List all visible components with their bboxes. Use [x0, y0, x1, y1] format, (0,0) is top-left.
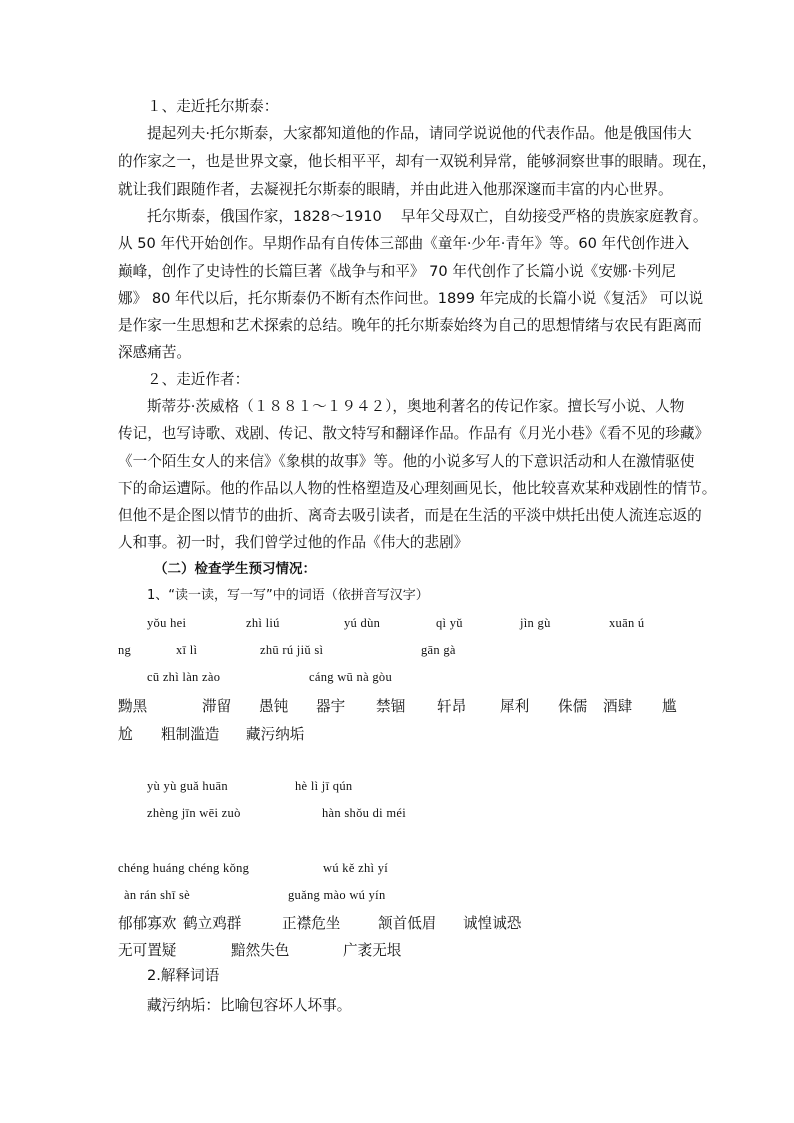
- vocab-word: 侏儒: [558, 698, 588, 715]
- pinyin-item: hè lì jī qún: [295, 779, 353, 793]
- vocab-word: 滞留: [202, 698, 232, 715]
- pinyin-item: àn rán shī sè: [124, 888, 191, 902]
- paragraph-line: 就让我们跟随作者，去凝视托尔斯泰的眼睛，并由此进入他那深邃而丰富的内心世界。: [118, 181, 673, 198]
- paragraph-line: 提起列夫·托尔斯泰，大家都知道他的作品，请同学说说他的代表作品。他是俄国伟大: [147, 125, 692, 142]
- paragraph-line: 斯蒂芬·茨威格（１８８１～１９４２），奥地利著名的传记作家。擅长写小说、人物: [147, 398, 685, 415]
- vocab-word: 禁锢: [376, 698, 406, 715]
- paragraph-line: 托尔斯泰，俄国作家，1828～1910 早年父母双亡，自幼接受严格的贵族家庭教育。: [147, 208, 708, 225]
- paragraph-line: 的作家之一，也是世界文豪，他长相平平，却有一双锐利异常，能够洞察世事的眼睛。现在，: [118, 153, 717, 170]
- paragraph-line: 深感痛苦。: [118, 344, 191, 361]
- section-heading-tolstoy: １、走近托尔斯泰：: [147, 98, 279, 115]
- pinyin-item: hàn shǒu di méi: [322, 806, 407, 820]
- vocab-word: 尴: [662, 698, 677, 715]
- paragraph-line: 娜》 80 年代以后，托尔斯泰仍不断有杰作问世。1899 年完成的长篇小说《复活》 可以说: [118, 290, 704, 307]
- vocab-word: 无可置疑: [118, 942, 177, 959]
- vocab-word: 鹤立鸡群: [183, 915, 242, 932]
- paragraph-line: 从 50 年代开始创作。早期作品有自传体三部曲《童年·少年·青年》等。60 年代创作进入: [118, 235, 690, 252]
- pinyin-item: zhèng jīn wēi zuò: [147, 806, 241, 820]
- paragraph-line: 人和事。初一时，我们曾学过他的作品《伟大的悲剧》: [118, 534, 469, 551]
- subheading-vocabulary: 1、“读一读，写一写”中的词语（依拼音写汉字）: [147, 588, 429, 603]
- vocab-word: 犀利: [500, 698, 530, 715]
- vocab-word: 尬: [118, 726, 133, 743]
- vocab-word: 郁郁寡欢: [118, 915, 177, 932]
- vocab-word: 颔首低眉: [378, 915, 437, 932]
- section-heading-author: ２、走近作者：: [147, 371, 250, 388]
- paragraph-line: 《一个陌生女人的来信》《象棋的故事》等。他的小说多写人的下意识活动和人在激情驱使: [118, 453, 695, 470]
- pinyin-item: jìn gù: [520, 616, 551, 630]
- vocab-word: 愚钝: [259, 698, 289, 715]
- section-heading-preview-check: （二）检查学生预习情况：: [154, 561, 316, 577]
- pinyin-item: yǒu hei: [147, 616, 187, 630]
- vocab-word: 黝黑: [118, 698, 148, 715]
- vocab-word: 轩昂: [437, 698, 467, 715]
- vocab-word: 广袤无垠: [343, 942, 402, 959]
- paragraph-line: 但他不是企图以情节的曲折、离奇去吸引读者，而是在生活的平淡中烘托出使人流连忘返的: [118, 507, 702, 524]
- pinyin-item: zhū rú jiǔ sì: [260, 643, 324, 657]
- paragraph-line: 是作家一生思想和艺术探索的总结。晚年的托尔斯泰始终为自己的思想情绪与农民有距离而: [118, 317, 702, 334]
- definition-line: 藏污纳垢：比喻包容坏人坏事。: [147, 997, 352, 1014]
- pinyin-item: qì yǔ: [436, 616, 463, 630]
- pinyin-item: xī lì: [176, 643, 198, 657]
- subheading-explain-words: 2.解释词语: [147, 967, 220, 984]
- pinyin-item: guǎng mào wú yín: [288, 888, 386, 902]
- pinyin-item: cū zhì làn zào: [147, 670, 221, 684]
- vocab-word: 黯然失色: [231, 942, 290, 959]
- vocab-word: 诚惶诚恐: [463, 915, 522, 932]
- pinyin-item: ng: [118, 643, 132, 657]
- pinyin-item: gān gà: [421, 643, 456, 657]
- vocab-word: 器宇: [316, 698, 346, 715]
- paragraph-line: 传记，也写诗歌、戏剧、传记、散文特写和翻译作品。作品有《月光小巷》《看不见的珍藏》: [118, 425, 710, 442]
- vocab-word: 正襟危坐: [282, 915, 341, 932]
- pinyin-item: chéng huáng chéng kǒng: [118, 861, 250, 875]
- vocab-word: 藏污纳垢: [246, 726, 305, 743]
- vocab-word: 粗制滥造: [161, 726, 220, 743]
- pinyin-item: xuān ú: [609, 616, 645, 630]
- pinyin-item: yù yù guǎ huān: [147, 779, 228, 793]
- pinyin-item: yú dùn: [344, 616, 381, 630]
- pinyin-item: wú kě zhì yí: [323, 861, 389, 875]
- pinyin-item: cáng wū nà gòu: [309, 670, 392, 684]
- paragraph-line: 下的命运遭际。他的作品以人物的性格塑造及心理刻画见长，他比较喜欢某种戏剧性的情节。: [118, 480, 717, 497]
- pinyin-item: zhì liú: [246, 616, 280, 630]
- vocab-word: 酒肆: [603, 698, 633, 715]
- paragraph-line: 巅峰，创作了史诗性的长篇巨著《战争与和平》 70 年代创作了长篇小说《安娜·卡列尼: [118, 263, 676, 280]
